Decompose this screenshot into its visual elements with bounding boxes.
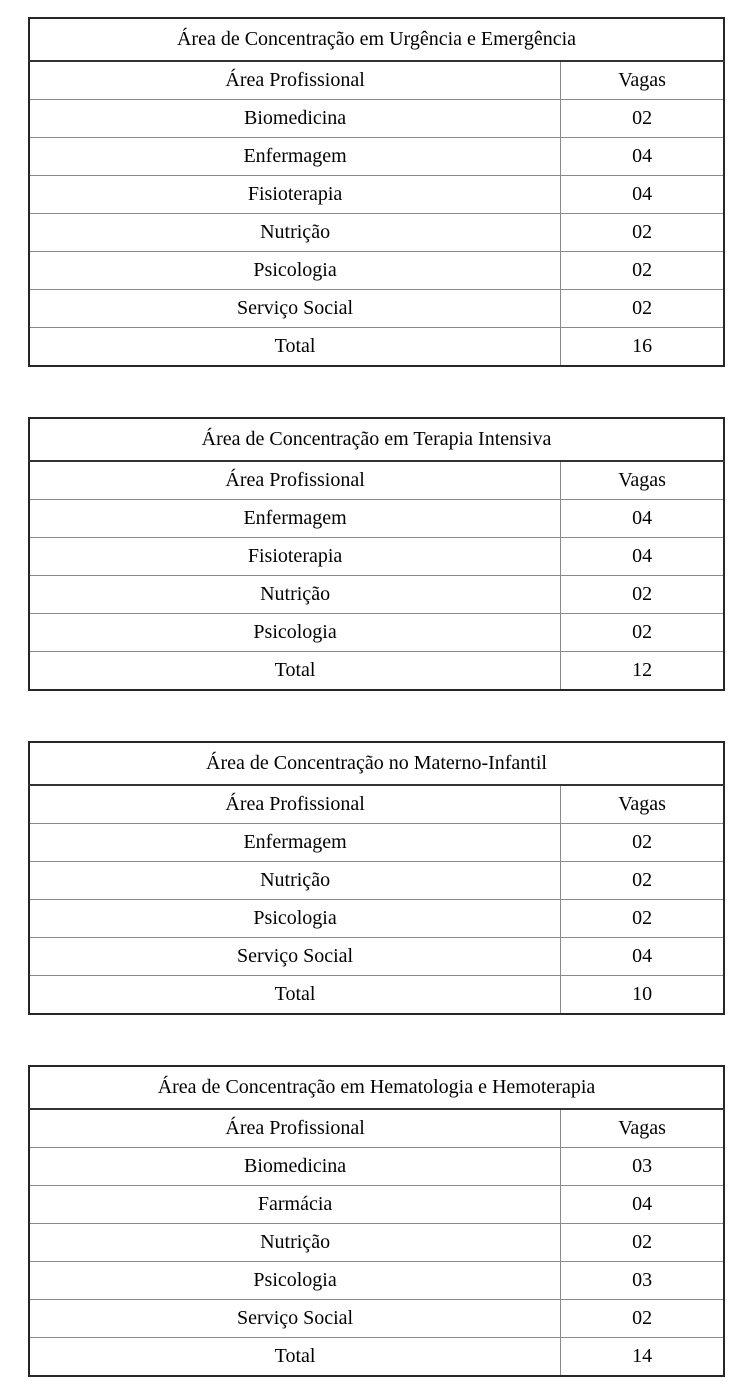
area-cell: Psicologia (29, 614, 561, 652)
total-label-cell: Total (29, 652, 561, 691)
table-row (29, 1300, 724, 1338)
table-row (29, 824, 724, 862)
area-cell: Psicologia (29, 252, 561, 290)
vagas-cell: 04 (561, 500, 724, 538)
table-title: Área de Concentração em Terapia Intensiva (29, 418, 724, 461)
table-row (29, 538, 724, 576)
area-cell: Serviço Social (29, 938, 561, 976)
concentration-table (28, 1065, 725, 1377)
area-cell: Nutrição (29, 1224, 561, 1262)
vagas-cell: 04 (561, 1186, 724, 1224)
table-title-row (29, 18, 724, 61)
total-label-cell: Total (29, 1338, 561, 1377)
area-cell: Serviço Social (29, 1300, 561, 1338)
vagas-cell: 02 (561, 862, 724, 900)
concentration-table (28, 417, 725, 691)
total-label-cell: Total (29, 976, 561, 1015)
vagas-cell: 03 (561, 1148, 724, 1186)
column-header-vagas: Vagas (561, 785, 724, 824)
total-value-cell: 16 (561, 328, 724, 367)
table-row (29, 1262, 724, 1300)
table-row (29, 176, 724, 214)
table-title: Área de Concentração em Urgência e Emergência (29, 18, 724, 61)
column-header-area: Área Profissional (29, 1109, 561, 1148)
column-header-area: Área Profissional (29, 61, 561, 100)
area-cell: Biomedicina (29, 100, 561, 138)
total-row (29, 328, 724, 367)
column-header-area: Área Profissional (29, 785, 561, 824)
concentration-table (28, 741, 725, 1015)
vagas-cell: 04 (561, 138, 724, 176)
vagas-cell: 02 (561, 576, 724, 614)
area-cell: Nutrição (29, 576, 561, 614)
total-value-cell: 12 (561, 652, 724, 691)
column-header-row (29, 61, 724, 100)
vagas-cell: 04 (561, 176, 724, 214)
total-label-cell: Total (29, 328, 561, 367)
area-cell: Enfermagem (29, 138, 561, 176)
total-row (29, 652, 724, 691)
table-row (29, 290, 724, 328)
table-row (29, 1148, 724, 1186)
table-row (29, 576, 724, 614)
vagas-cell: 02 (561, 1300, 724, 1338)
total-value-cell: 14 (561, 1338, 724, 1377)
table-title-row (29, 418, 724, 461)
table-row (29, 100, 724, 138)
vagas-cell: 03 (561, 1262, 724, 1300)
column-header-vagas: Vagas (561, 461, 724, 500)
area-cell: Nutrição (29, 862, 561, 900)
area-cell: Psicologia (29, 900, 561, 938)
vagas-cell: 02 (561, 214, 724, 252)
total-row (29, 1338, 724, 1377)
area-cell: Psicologia (29, 1262, 561, 1300)
vagas-cell: 04 (561, 538, 724, 576)
vagas-cell: 02 (561, 900, 724, 938)
table-row (29, 214, 724, 252)
area-cell: Serviço Social (29, 290, 561, 328)
column-header-vagas: Vagas (561, 1109, 724, 1148)
area-cell: Enfermagem (29, 824, 561, 862)
vagas-cell: 02 (561, 1224, 724, 1262)
table-row (29, 252, 724, 290)
total-value-cell: 10 (561, 976, 724, 1015)
area-cell: Fisioterapia (29, 176, 561, 214)
area-cell: Nutrição (29, 214, 561, 252)
table-title-row (29, 1066, 724, 1109)
area-cell: Farmácia (29, 1186, 561, 1224)
area-cell: Enfermagem (29, 500, 561, 538)
vagas-cell: 02 (561, 252, 724, 290)
total-row (29, 976, 724, 1015)
column-header-row (29, 785, 724, 824)
table-row (29, 500, 724, 538)
table-title: Área de Concentração em Hematologia e Hemoterapia (29, 1066, 724, 1109)
table-title: Área de Concentração no Materno-Infantil (29, 742, 724, 785)
vagas-cell: 02 (561, 290, 724, 328)
column-header-row (29, 461, 724, 500)
vagas-cell: 04 (561, 938, 724, 976)
area-cell: Fisioterapia (29, 538, 561, 576)
column-header-area: Área Profissional (29, 461, 561, 500)
vagas-cell: 02 (561, 100, 724, 138)
table-row (29, 138, 724, 176)
table-row (29, 938, 724, 976)
concentration-table (28, 17, 725, 367)
column-header-row (29, 1109, 724, 1148)
table-title-row (29, 742, 724, 785)
table-row (29, 900, 724, 938)
area-cell: Biomedicina (29, 1148, 561, 1186)
table-row (29, 614, 724, 652)
vagas-cell: 02 (561, 824, 724, 862)
table-row (29, 862, 724, 900)
table-row (29, 1186, 724, 1224)
column-header-vagas: Vagas (561, 61, 724, 100)
table-row (29, 1224, 724, 1262)
vagas-cell: 02 (561, 614, 724, 652)
